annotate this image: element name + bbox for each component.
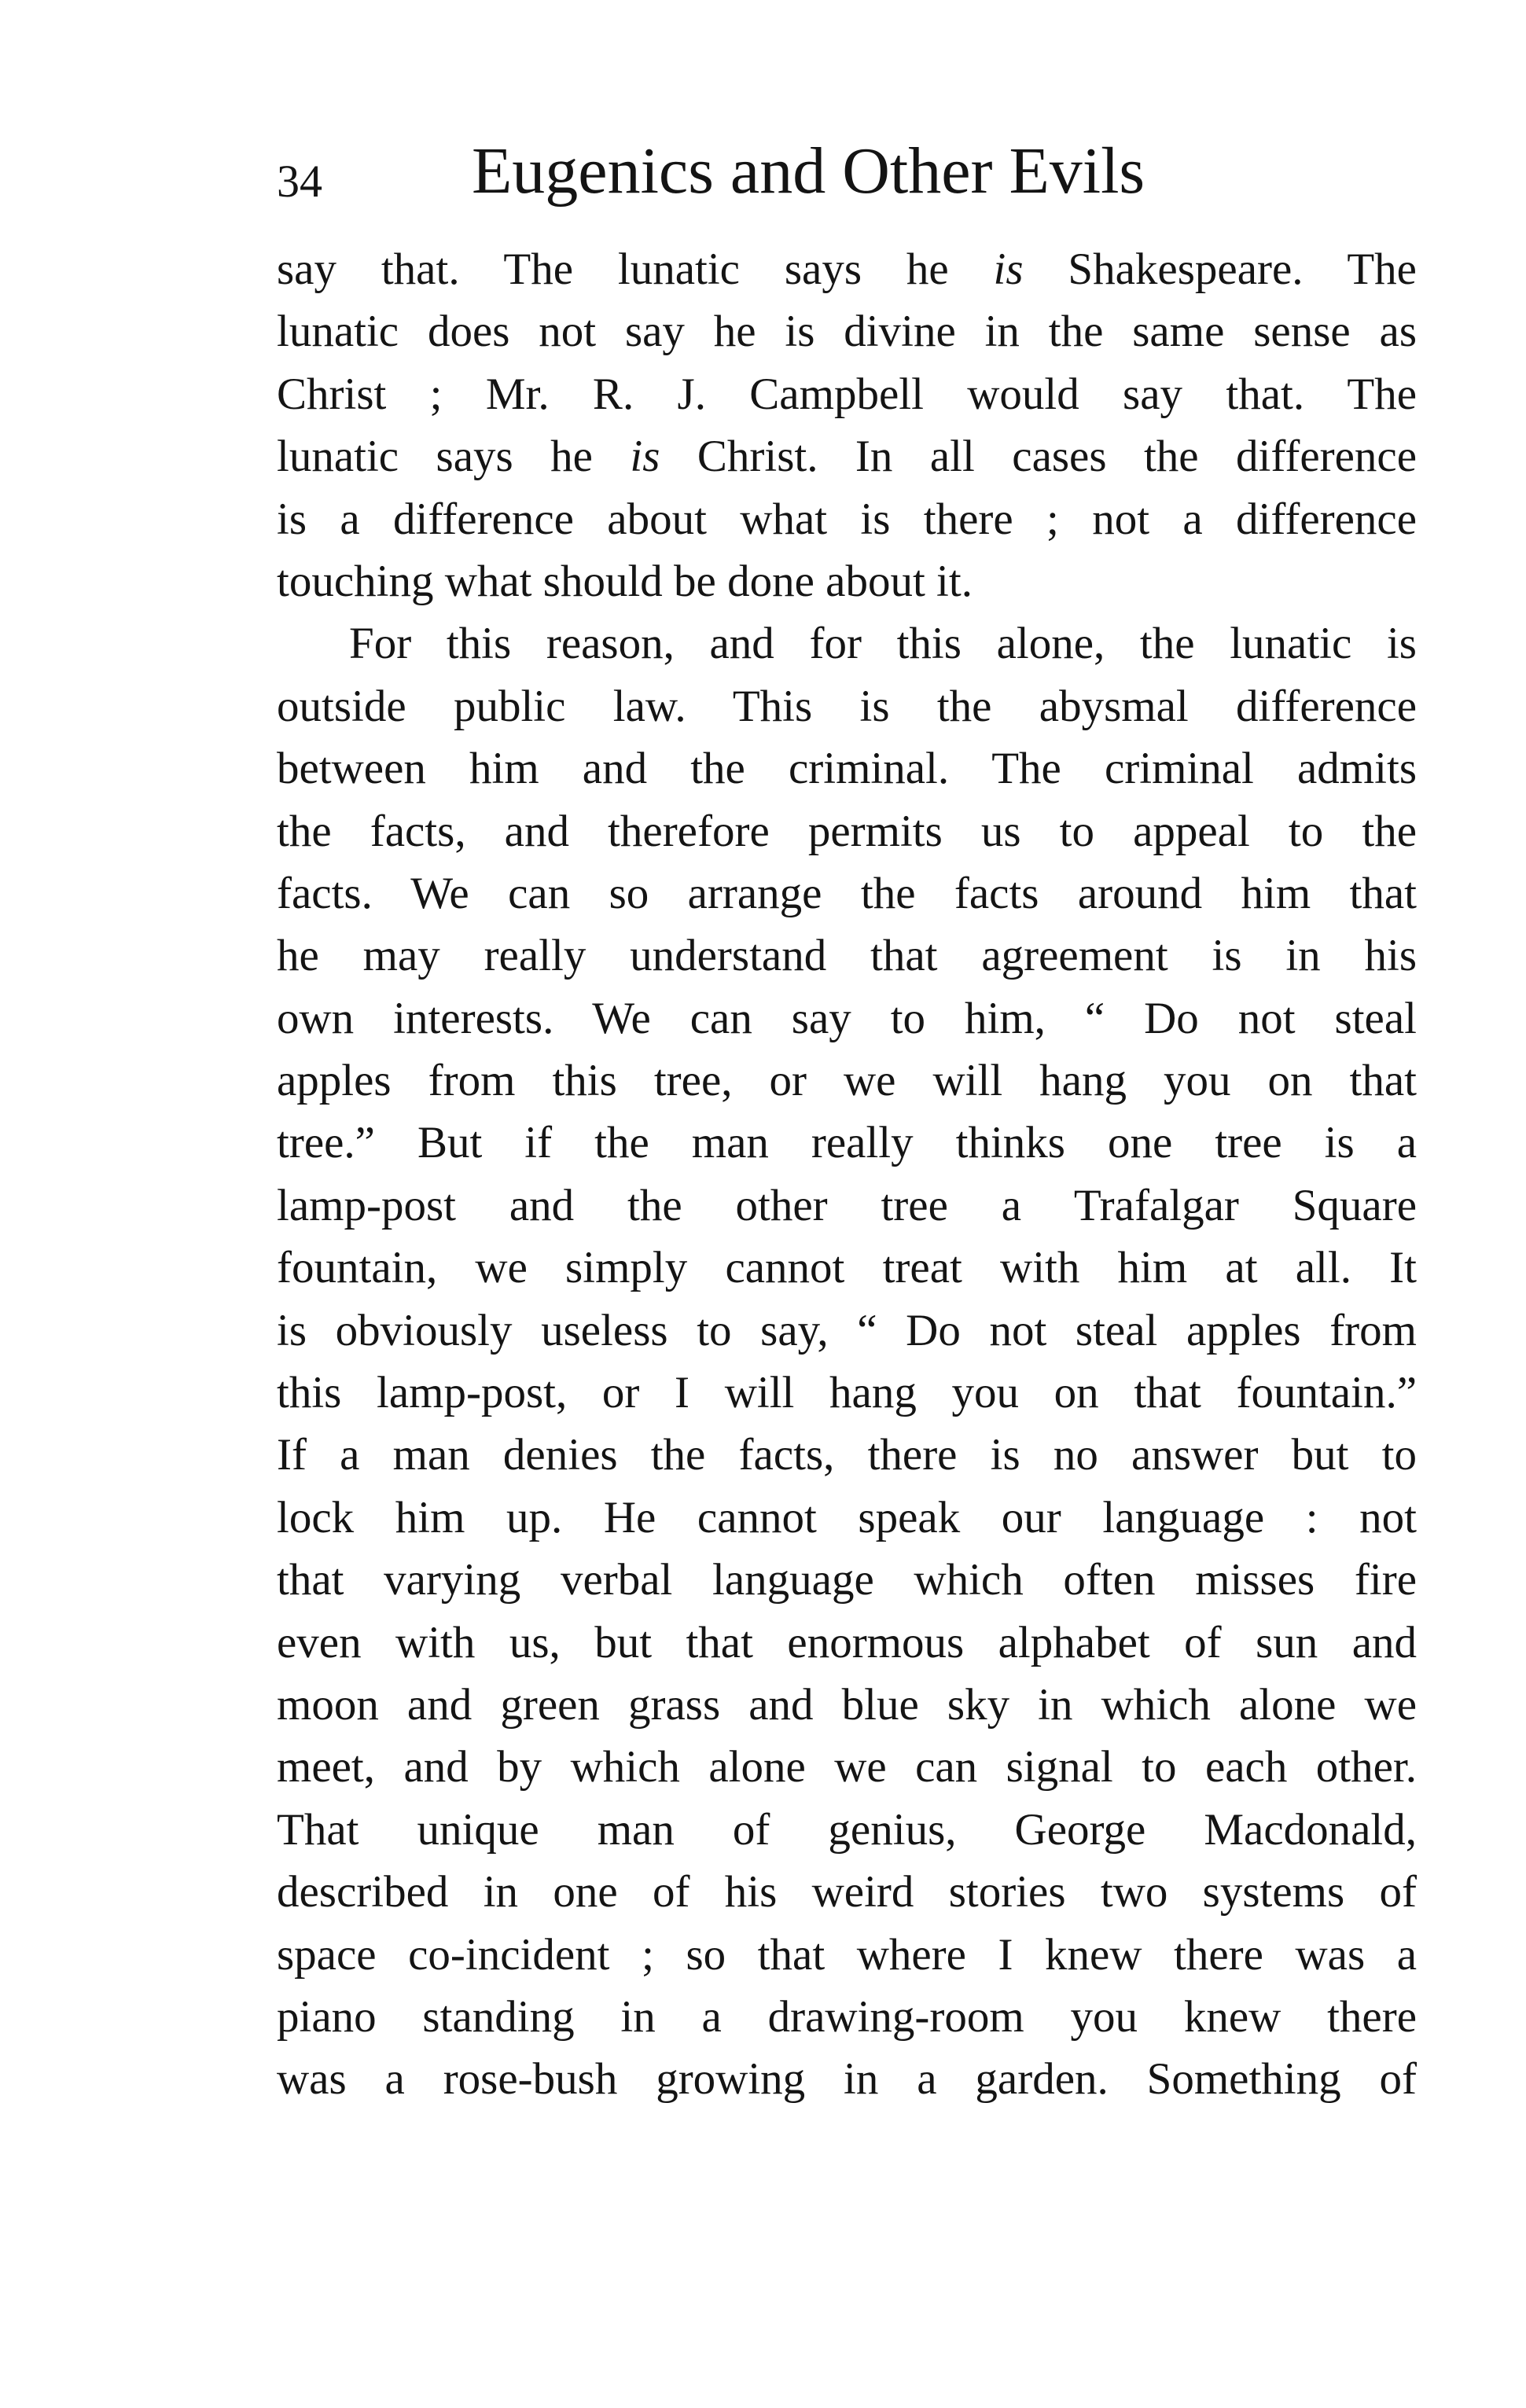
text-line (277, 1861, 1417, 1923)
text-line-content (277, 925, 1417, 987)
text-run: Christ. In all cases the difference (660, 432, 1417, 482)
text-run: is obviously useless to say, “ Do not steal apples from (277, 1305, 1417, 1355)
text-run: between him and the criminal. The criminal admits (277, 744, 1417, 794)
text-run: he may really understand that agreement is in his (277, 931, 1417, 981)
text-line (277, 1799, 1417, 1861)
text-line (277, 2048, 1417, 2110)
text-line-content (277, 1050, 1417, 1112)
text-line-content (277, 1300, 1417, 1362)
text-run: lunatic says he (277, 432, 631, 482)
text-run: facts. We can so arrange the facts around him that (277, 868, 1417, 918)
text-line (277, 1924, 1417, 1986)
text-line-content (277, 1549, 1417, 1611)
text-run: piano standing in a drawing-room you knew there (277, 1991, 1417, 2042)
text-line-content (277, 425, 1417, 487)
text-run: the facts, and therefore permits us to appeal to the (277, 806, 1417, 856)
text-line (277, 800, 1417, 862)
text-line-content (277, 488, 1417, 550)
text-line-content (277, 800, 1417, 862)
text-run: this lamp-post, or I will hang you on that fountain.” (277, 1368, 1417, 1418)
text-line (277, 1736, 1417, 1798)
text-line (277, 925, 1417, 987)
running-head (277, 132, 1417, 219)
text-run: lamp-post and the other tree a Trafalgar Square (277, 1180, 1417, 1230)
page-number: 34 (277, 156, 322, 207)
text-line-content (277, 737, 1417, 800)
text-run: own interests. We can say to him, “ Do not steal (277, 993, 1417, 1043)
text-line-content (277, 862, 1417, 925)
text-line (277, 1612, 1417, 1674)
text-line (277, 238, 1417, 300)
text-line (277, 675, 1417, 737)
text-line-content (277, 238, 1417, 300)
text-run: touching what should be done about it. (277, 556, 973, 606)
text-run: described in one of his weird stories two systems of (277, 1867, 1417, 1917)
text-line-content (277, 1487, 1417, 1549)
text-line-content (277, 2048, 1417, 2110)
text-line-content (277, 1237, 1417, 1299)
text-line (277, 612, 1417, 675)
text-line-content (277, 550, 1417, 612)
italic-emphasis: is (993, 244, 1024, 294)
text-run: Christ ; Mr. R. J. Campbell would say that. The (277, 369, 1417, 419)
text-line (277, 1674, 1417, 1736)
text-run: say that. The lunatic says he (277, 244, 994, 294)
text-line (277, 550, 1417, 612)
text-line-content (277, 1736, 1417, 1798)
text-line (277, 1112, 1417, 1174)
text-run: lock him up. He cannot speak our language : not (277, 1492, 1417, 1542)
text-line (277, 1986, 1417, 2048)
text-line (277, 1050, 1417, 1112)
text-run: space co-incident ; so that where I knew there was a (277, 1929, 1417, 1980)
text-run: moon and green grass and blue sky in which alone we (277, 1679, 1417, 1730)
text-line-content (277, 987, 1417, 1050)
text-line-content (277, 1674, 1417, 1736)
text-line-content (277, 1175, 1417, 1237)
text-run: meet, and by which alone we can signal to each other. (277, 1742, 1417, 1792)
text-line (277, 1424, 1417, 1486)
text-run: tree.” But if the man really thinks one tree is a (277, 1118, 1417, 1168)
text-run: was a rose-bush growing in a garden. Something of (277, 2054, 1417, 2105)
text-run: fountain, we simply cannot treat with him at all. It (277, 1243, 1417, 1293)
text-line-content (277, 1612, 1417, 1674)
text-line (277, 1549, 1417, 1611)
text-run: That unique man of genius, George Macdonald, (277, 1804, 1417, 1855)
text-line (277, 737, 1417, 800)
text-line (277, 1300, 1417, 1362)
text-line (277, 862, 1417, 925)
text-run: apples from this tree, or we will hang you on that (277, 1056, 1417, 1106)
text-line (277, 1362, 1417, 1424)
text-line-content (277, 363, 1417, 425)
text-run: lunatic does not say he is divine in the same sense as (277, 307, 1417, 357)
text-line-content (277, 1362, 1417, 1424)
text-run: Shakespeare. The (1023, 244, 1417, 294)
text-run: is a difference about what is there ; not a difference (277, 494, 1417, 544)
text-run: For this reason, and for this alone, the lunatic is (349, 619, 1417, 669)
text-line (277, 488, 1417, 550)
text-line-content (349, 612, 1417, 675)
text-line (277, 1487, 1417, 1549)
text-line-content (277, 1861, 1417, 1923)
text-line (277, 987, 1417, 1050)
text-line (277, 1237, 1417, 1299)
italic-emphasis: is (630, 432, 660, 482)
running-title: Eugenics and Other Evils (472, 134, 1145, 208)
text-line-content (277, 1924, 1417, 1986)
text-line-content (277, 1424, 1417, 1486)
text-line (277, 363, 1417, 425)
text-line (277, 425, 1417, 487)
text-line-content (277, 1799, 1417, 1861)
text-run: even with us, but that enormous alphabet of sun and (277, 1617, 1417, 1667)
text-line-content (277, 675, 1417, 737)
body-text (277, 238, 1417, 2111)
text-run: If a man denies the facts, there is no answer but to (277, 1430, 1417, 1480)
text-line-content (277, 1986, 1417, 2048)
text-line-content (277, 300, 1417, 362)
text-line (277, 300, 1417, 362)
text-line-content (277, 1112, 1417, 1174)
text-run: outside public law. This is the abysmal difference (277, 681, 1417, 731)
text-line (277, 1175, 1417, 1237)
text-run: that varying verbal language which often misses fire (277, 1555, 1417, 1605)
